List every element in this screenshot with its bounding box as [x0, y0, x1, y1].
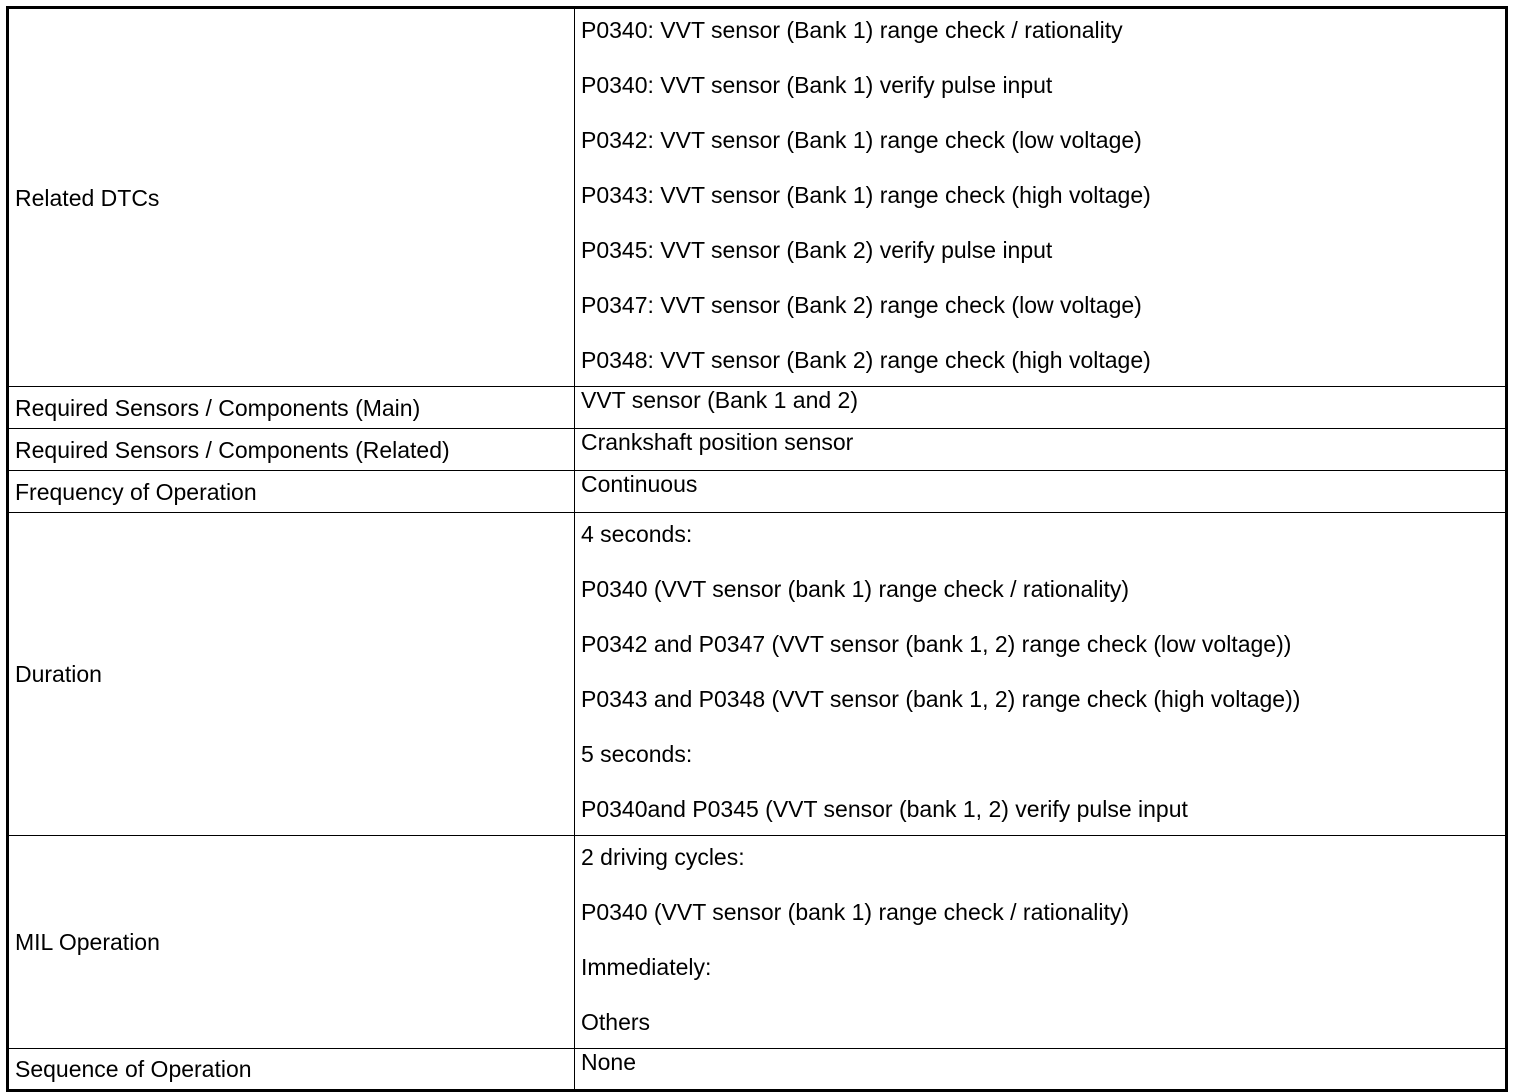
mil-line: Immediately:: [581, 954, 712, 980]
label-duration: Duration: [8, 513, 575, 836]
dtc-line: P0340: VVT sensor (Bank 1) verify pulse input: [581, 72, 1053, 98]
label-required-sensors-related: Required Sensors / Components (Related): [8, 429, 575, 471]
label-frequency-of-operation: Frequency of Operation: [8, 471, 575, 513]
dtc-line: P0340: VVT sensor (Bank 1) range check / rationality: [581, 17, 1123, 43]
dtc-line: P0348: VVT sensor (Bank 2) range check (high voltage): [581, 347, 1151, 373]
value-required-sensors-main: VVT sensor (Bank 1 and 2): [575, 387, 1507, 429]
dtc-line: P0343: VVT sensor (Bank 1) range check (high voltage): [581, 182, 1151, 208]
mil-line: 2 driving cycles:: [581, 844, 745, 870]
row-mil-operation: [8, 836, 1507, 1049]
duration-line: P0343 and P0348 (VVT sensor (bank 1, 2) range check (high voltage)): [581, 686, 1301, 712]
value-required-sensors-related: Crankshaft position sensor: [575, 429, 1507, 471]
row-sequence-of-operation: [8, 1049, 1507, 1091]
row-duration: [8, 513, 1507, 836]
value-sequence-of-operation: None: [575, 1049, 1507, 1091]
value-related-dtcs: [575, 8, 1507, 387]
label-required-sensors-main: Required Sensors / Components (Main): [8, 387, 575, 429]
row-required-sensors-related: [8, 429, 1507, 471]
dtc-line: P0342: VVT sensor (Bank 1) range check (low voltage): [581, 127, 1142, 153]
monitor-spec-table: [6, 6, 1508, 1092]
dtc-line: P0347: VVT sensor (Bank 2) range check (low voltage): [581, 292, 1142, 318]
duration-line: 5 seconds:: [581, 741, 693, 767]
row-required-sensors-main: [8, 387, 1507, 429]
duration-line: 4 seconds:: [581, 521, 693, 547]
label-mil-operation: MIL Operation: [8, 836, 575, 1049]
value-frequency-of-operation: Continuous: [575, 471, 1507, 513]
label-sequence-of-operation: Sequence of Operation: [8, 1049, 575, 1091]
value-duration: [575, 513, 1507, 836]
duration-line: P0340 (VVT sensor (bank 1) range check / rationality): [581, 576, 1130, 602]
mil-line: Others: [581, 1009, 651, 1035]
label-related-dtcs: Related DTCs: [8, 8, 575, 387]
value-mil-operation: [575, 836, 1507, 1049]
duration-line: P0342 and P0347 (VVT sensor (bank 1, 2) range check (low voltage)): [581, 631, 1292, 657]
duration-line: P0340and P0345 (VVT sensor (bank 1, 2) verify pulse input: [581, 796, 1188, 822]
mil-line: P0340 (VVT sensor (bank 1) range check / rationality): [581, 899, 1130, 925]
dtc-line: P0345: VVT sensor (Bank 2) verify pulse input: [581, 237, 1053, 263]
row-frequency-of-operation: [8, 471, 1507, 513]
row-related-dtcs: [8, 8, 1507, 387]
